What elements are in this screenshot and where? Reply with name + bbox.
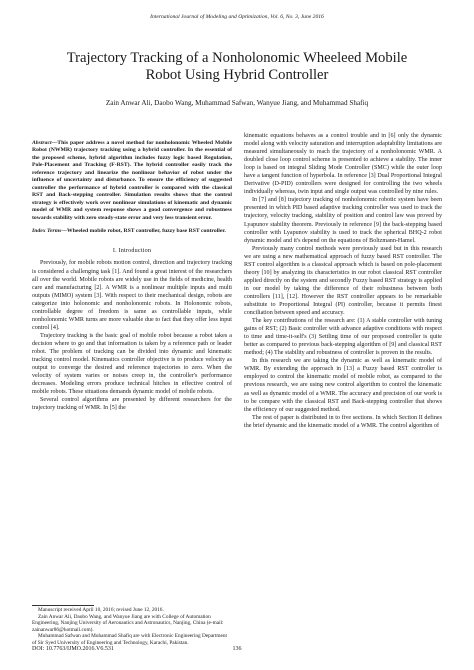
paragraph: Previously many control methods were previously used but in this research we are using a new mathematical approach of fuzzy based RST controller. The RST control algorithm is a classical approach which is based on pole-placement theory [10] by analyzing its characteristics in our robot classical RST controller applied directly on the system and secondly Fuzzy based RST strategy is applied in our model by taking the difference of their robustness between both controllers [11], [12]. However the RST controller appears to be remarkable substitute to Proportional Integral (PI) controller, because it permits finest conciliation between speed and accuracy. xyxy=(244,245,442,317)
paragraph: In this research we are taking the dynamic as well as kinematic model of WMR. By extending the approach in [13] a Fuzzy based RST controller is employed to control the kinematic model of mobile robot, as compared to the previous research, we are using new control algorithm to control the kinematic as well as dynamic model of a WMR. The accuracy and precision of our work is to be compare with the classical RST and Back-stepping controller that shows the efficiency of our suggested method. xyxy=(244,358,442,413)
abstract-body: —This paper address a novel method for nonholonomic Wheeled Mobile Robot (NWMR) trajectory tracking using a hybrid controller. In the essential of the proposed scheme, hybrid algorithm includes fuzzy logic based Regulation, Pole-Placement and Tracking (F-RST). The hybrid controller easily track the reference trajectory and linearize the nonlinear behavior of robot under the influence of uncertainty and disturbance. To ensure the efficiency of suggested controller the performance of hybrid controller is compared with the classical RST and Back-stepping controller. Simulation results shows that the control strategy is effectively work over nonlinear simulations of kinematic and dynamic model of WMR and system response shows a good convergence and robustness towards stability with zero steady-state error and very less transient error. xyxy=(32,140,232,221)
footnote: Zain Anwar Ali, Daobo Wang, and Wanyue Jiang are with College of Automation Engineering, Nanjing University of Aeronautics and Astronautics, Nanjing, China (e-mail: zainanwar86@hotmail.com). xyxy=(32,613,224,633)
paragraph: Several control algorithms are presented by different researchers for the trajectory tracking of WMR. In [5] the xyxy=(32,397,232,412)
paragraph: The rest of paper is distributed in to five sections. In which Section II defines the brief dynamic and the kinematic model of a WMR. The control algorithm of xyxy=(244,414,442,429)
left-column xyxy=(32,140,232,412)
title-line-2: Robot Using Hybrid Controller xyxy=(145,67,329,83)
paragraph: In [7] and [8] trajectory tracking of nonholonomic robotic system have been presented in which PID based adaptive tracking controller was used to track the trajectory, velocity tracking, stability of position and control law was proved by Lyapunov stability theorem. Previously in reference [9] the back-stepping based controller with Lyapunov stability is used to track the spherical BHQ-2 robot dynamic model and it's depend on the equations of Boltzmann-Hamel. xyxy=(244,197,442,244)
footnote: Manuscript received April 10, 2016; revised June 12, 2016. xyxy=(38,607,164,613)
paragraph: The key contributions of the research are: (1) A stable controller with tuning gains of RST; (2) Basic controller with advance adaptive conditions with respect to time and time-it-self's (3) Settling time of our proposed controller is quite better as compared to previous back-stepping algorithm of [9] and classical RST method; (4) The stability and robustness of controller is proven in the results. xyxy=(244,318,442,357)
paragraph: Previously, for mobile robots motion control, direction and trajectory tracking is considered a challenging task [1]. And found a great interest of the researchers all over the world. Mobile robots are widely use in the fields of medicine, health care and manufacturing [2]. A WMR is a nonlinear multiple inputs and multi outputs (MIMO) system [3]. With respect to their mechanical design, robots are categorize into holonomic and nonholonomic robots. In Holonomic robots, controllable degree of freedom is same as controllable inputs, while nonholonomic WMR turns are more valuable due to fact that they offer less input control [4]. xyxy=(32,260,232,331)
paragraph: Trajectory tracking is the basic goal of mobile robot because a robot takes a decision where to go and that information is taken by a reference path or leader robot. The problem of tracking can be divided into dynamic and kinematic tracking control model. Kinematics controller objective is to produce velocity as output to converge the desired and reference trajectories to zero. When the velocity of system varies or noises creep in, the controller's performance decreases. Modeling errors produce technical hitches in effective control of mobile robots. These situations demands dynamic model of mobile robots. xyxy=(32,332,232,396)
section-heading-introduction: I. Introduction xyxy=(112,248,152,255)
footnotes xyxy=(32,607,232,647)
index-terms-label: Index Terms xyxy=(32,227,62,234)
doi-line: DOI: 10.7763/IJMO.2016.V6.531 xyxy=(32,646,114,652)
abstract xyxy=(32,140,232,222)
index-terms-body: —Wheeled mobile robot, RST controller, fuzzy base RST controller. xyxy=(61,227,226,234)
index-terms xyxy=(32,228,232,235)
journal-header: International Journal of Modeling and Optimization, Vol. 6, No. 3, June 2016 xyxy=(150,14,324,20)
title-line-1: Trajectory Tracking of a Nonholonomic Wheeleed Mobile xyxy=(66,50,408,66)
page-number: 136 xyxy=(232,646,242,652)
right-column xyxy=(244,132,442,430)
abstract-label: Abstract xyxy=(32,140,52,146)
author-list: Zain Anwar Ali, Daobo Wang, Muhammad Safwan, Wanyue Jiang, and Muhammad Shafiq xyxy=(105,99,369,107)
footnote-divider xyxy=(32,605,94,606)
footnote: Muhammad Safwan and Muhammad Shafiq are with Electronic Engineering Department of Sir Syed University of Engineering and Technology, Karachi, Pakistan. xyxy=(32,633,228,646)
paper-title xyxy=(20,50,454,84)
paragraph: kinematic equations behaves as a control trouble and in [6] only the dynamic model along with velocity saturation and interruption adaptability limitations are measured simultaneously to reach the trajectory of a nonholonomic WMR. A doubled close loop control scheme is presented to achieve a stability. The inner loop is based on integral Sliding Mode Controller (SMC) while the outer loop have a tangent function of hyperbola. In reference [3] Dual Proportional Integral Derivative (D-PID) controllers were designed for controlling the two wheels individually whereas, twin input and single output was controlled by nine rules. xyxy=(244,133,442,196)
